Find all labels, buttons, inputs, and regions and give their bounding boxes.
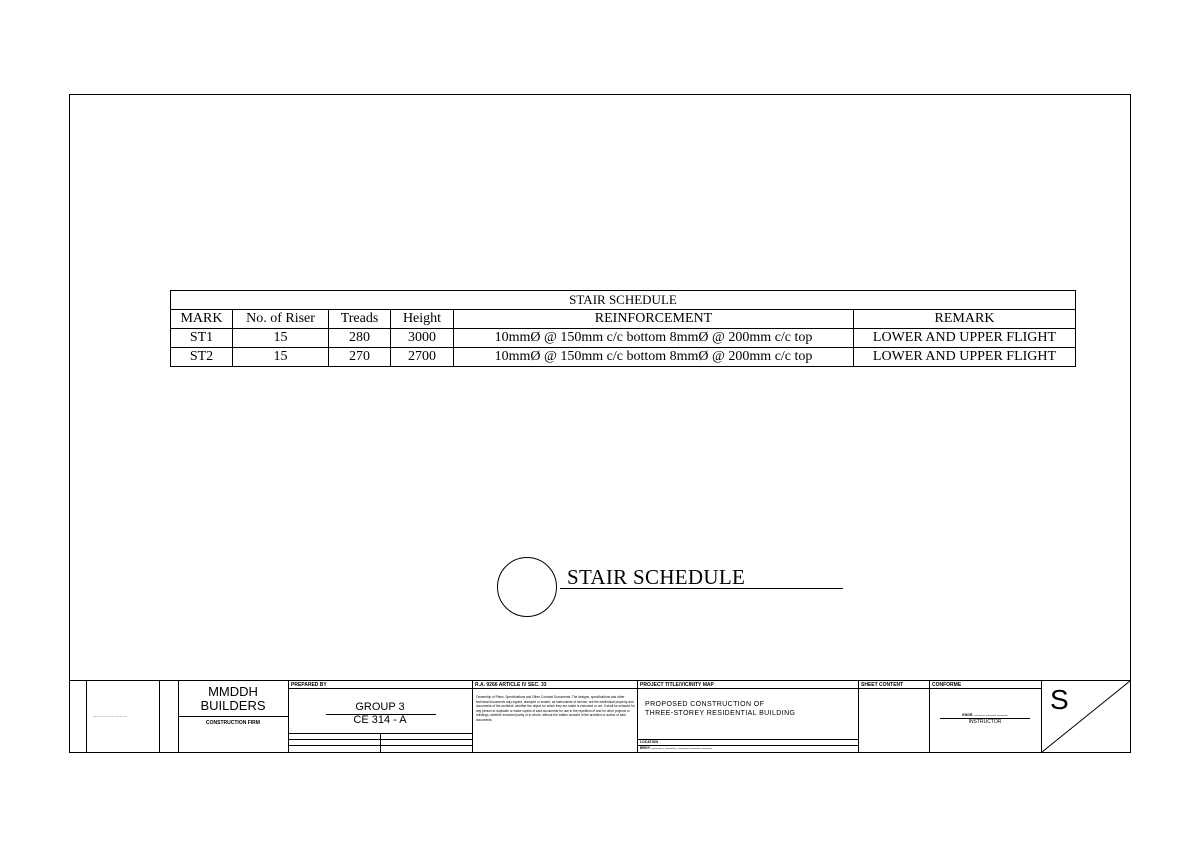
- project-title-line1: PROPOSED CONSTRUCTION OF: [645, 701, 765, 708]
- instructor-name: ENGR. ——— ——— ———: [962, 713, 1008, 717]
- binding-strip: [70, 681, 87, 752]
- conforme-cell: [930, 681, 1042, 752]
- law-cell: [473, 681, 638, 752]
- prepared-by-label: PREPARED BY: [291, 682, 327, 688]
- blank-strip: [160, 681, 179, 752]
- drawing-sheet-border: [69, 94, 1131, 753]
- cell-remark: LOWER AND UPPER FLIGHT: [854, 329, 1076, 348]
- location-line: [638, 739, 858, 740]
- location-label: LOCATION: [640, 740, 659, 744]
- cell-treads: 280: [329, 329, 391, 348]
- cell-reinforcement: 10mmØ @ 150mm c/c bottom 8mmØ @ 200mm c/c top: [454, 329, 854, 348]
- cell-risers: 15: [233, 329, 329, 348]
- firm-caption: CONSTRUCTION FIRM: [206, 720, 260, 726]
- firm-divider: [179, 716, 288, 717]
- law-label: R.A. 9266 ARTICLE IV SEC. 33: [475, 682, 547, 688]
- sheet-content-label: SHEET CONTENT: [861, 682, 904, 688]
- prepared-by-cell: [289, 681, 473, 752]
- conforme-label: CONFORME: [932, 682, 962, 688]
- sheet-content-label-line: [859, 688, 929, 689]
- title-block: [69, 680, 1131, 753]
- instructor-caption: INSTRUCTOR: [968, 719, 1002, 725]
- header-reinforcement: REINFORCEMENT: [454, 310, 854, 329]
- table-title: STAIR SCHEDULE: [171, 291, 1076, 310]
- sheet-content-cell: [859, 681, 930, 752]
- header-treads: Treads: [329, 310, 391, 329]
- title-underline: [560, 588, 843, 589]
- cell-remark: LOWER AND UPPER FLIGHT: [854, 348, 1076, 367]
- drawing-title: STAIR SCHEDULE: [567, 565, 746, 589]
- stamp-text: — — — — — — — — —: [93, 714, 127, 718]
- law-text: Ownership of Plans, Specifications and Other Contract Documents. The designs, specifications and other technical documents duly signed, stamped or sealed, as instruments of service, are the intellectual property and documents of the architect, whether the object for which they are made is executed or not. It shall be unlawful for any person to duplicate or make copies of said documents for use in the repetition of and for other projects or buildings, whether executed partly or in whole, without the written consent of the architect or author of said documents.: [476, 695, 635, 722]
- firm-cell: [179, 681, 289, 752]
- cell-reinforcement: 10mmØ @ 150mm c/c bottom 8mmØ @ 200mm c/c top: [454, 348, 854, 367]
- law-label-line: [473, 688, 637, 689]
- conforme-label-line: [930, 688, 1041, 689]
- project-title-line2: THREE-STOREY RESIDENTIAL BUILDING: [645, 710, 796, 717]
- title-marker-circle: [497, 557, 557, 617]
- project-label: PROJECT TITLE/VICINITY MAP: [640, 682, 714, 688]
- stamp-cell: [87, 681, 160, 752]
- sheet-number-cell: [1042, 681, 1130, 752]
- cell-risers: 15: [233, 348, 329, 367]
- cell-mark: ST1: [171, 329, 233, 348]
- header-risers: No. of Riser: [233, 310, 329, 329]
- table-row: [171, 329, 1076, 348]
- prepared-label-line: [289, 688, 472, 689]
- stair-schedule-table: [170, 290, 1076, 367]
- table-header-row: [171, 310, 1076, 329]
- table-row: [171, 348, 1076, 367]
- sheet-letter: S: [1050, 684, 1069, 715]
- header-height: Height: [391, 310, 454, 329]
- project-label-line: [638, 688, 858, 689]
- cell-treads: 270: [329, 348, 391, 367]
- prepared-row-divider: [380, 733, 381, 752]
- table-title-row: [171, 291, 1076, 310]
- project-cell: [638, 681, 859, 752]
- cell-height: 3000: [391, 329, 454, 348]
- header-remark: REMARK: [854, 310, 1076, 329]
- group-name: GROUP 3: [355, 701, 405, 713]
- section-name: CE 314 - A: [353, 714, 407, 726]
- cell-mark: ST2: [171, 348, 233, 367]
- header-mark: MARK: [171, 310, 233, 329]
- firm-name-line1: MMDDH: [208, 684, 258, 699]
- firm-name-line2: BUILDERS: [200, 698, 266, 713]
- location-text: BRGY. ——— , ——— , ——— ——— ———: [640, 746, 712, 750]
- cell-height: 2700: [391, 348, 454, 367]
